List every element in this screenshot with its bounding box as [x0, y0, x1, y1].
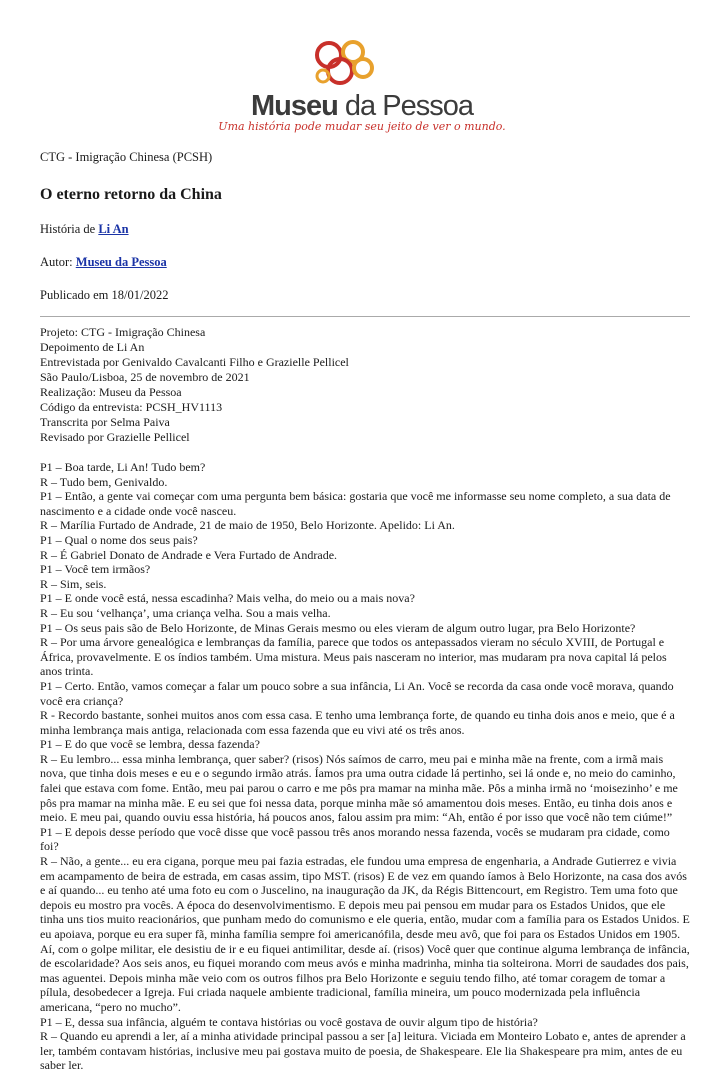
transcript-line: R – É Gabriel Donato de Andrade e Vera Furtado de Andrade.: [40, 547, 338, 562]
transcript-line: P1 – Então, a gente vai começar com uma pergunta bem básica: gostaria que você me informasse seu nome completo, a sua data de nascimento e a cidade onde você nasceu.: [40, 489, 671, 518]
museu-da-pessoa-logo-icon: [305, 36, 385, 91]
author-link[interactable]: Museu da Pessoa: [75, 255, 167, 269]
document-body: [40, 150, 690, 1073]
story-title: O eterno retorno da China: [40, 186, 222, 203]
info-line: Entrevistada por Genivaldo Cavalcanti Filho e Grazielle Pellicel: [40, 355, 349, 369]
info-line: Código da entrevista: PCSH_HV1113: [40, 400, 223, 414]
divider: [40, 316, 690, 317]
info-line: Transcrita por Selma Paiva: [40, 415, 170, 429]
author-line: [40, 255, 690, 270]
transcript-line: P1 – Certo. Então, vamos começar a falar um pouco sobre a sua infância, Li An. Você se recorda da casa onde você morava, quando você era criança?: [40, 678, 674, 708]
transcript-line: R – Sim, seis.: [40, 576, 107, 591]
logo-tagline: Uma história pode mudar seu jeito de ver o mundo.: [218, 120, 506, 133]
transcript-line: R – Quando eu aprendi a ler, aí a minha atividade principal passou a ser [a] leitura. Viciada em Monteiro Lobato e, antes de aprender a ler, também contavam histórias, inclusive meu pai gostava muito de poesia, de Shakespeare. Ele lia Shakespeare pra mim, antes de eu saber ler.: [40, 1029, 686, 1073]
transcript-line: R – Eu sou ‘velhança’, uma criança velha. Sou a mais velha.: [40, 605, 331, 620]
transcript-line: P1 – Boa tarde, Li An! Tudo bem?: [40, 460, 206, 474]
transcript-line: P1 – E onde você está, nessa escadinha? Mais velha, do meio ou a mais nova?: [40, 591, 415, 606]
transcript-line: R – Por uma árvore genealógica e lembranças da família, parece que todos os antepassados vieram no século XVIII, de Portugal e África, provavelmente. E os índios também. Uma mistura. Meus pais nasceram no interior, mas mudaram pra nova capital lá pelos anos trinta.: [40, 635, 667, 679]
transcript-line: P1 – E do que você se lembra, dessa fazenda?: [40, 737, 260, 752]
site-logo[interactable]: [0, 30, 724, 140]
logo-wordmark-part2: da Pessoa: [344, 90, 473, 122]
logo-wordmark: [0, 90, 724, 123]
transcript-line: P1 – Você tem irmãos?: [40, 562, 151, 577]
info-line: Realização: Museu da Pessoa: [40, 385, 182, 399]
info-line: Projeto: CTG - Imigração Chinesa: [40, 325, 206, 339]
transcript-line: R – Tudo bem, Genivaldo.: [40, 474, 168, 489]
storyteller-link[interactable]: Li An: [98, 222, 129, 236]
transcript-line: P1 – Os seus pais são de Belo Horizonte, de Minas Gerais mesmo ou eles vieram de algum outro lugar, pra Belo Horizonte?: [40, 620, 636, 635]
transcript-line: P1 – E, dessa sua infância, alguém te contava histórias ou você gostava de ouvir algum tipo de história?: [40, 1014, 538, 1029]
info-line: Depoimento de Li An: [40, 340, 145, 354]
transcript-line: R - Recordo bastante, sonhei muitos anos com essa casa. E tenho uma lembrança forte, de quando eu tinha dois anos e meio, que é a minha lembrança mais antiga, relacionada com essa fazenda que eu vivi até os três anos.: [40, 708, 675, 737]
transcript-line: R – Eu lembro... essa minha lembrança, quer saber? (risos) Nós saímos de carro, meu pai e minha mãe na frente, com a irmã mais nova, que tinha dois meses e eu e o segundo irmão atrás. Íamos pra uma outra cidade lá pertinho, sei lá onde e, no meio do caminho, falei que estava com fome. Então, meu pai parou o carro e me pôs pra mamar na minha mãe. Pôs a minha irmã no ‘moisezinho’ e me pôs pra mamar na minha mãe. E eu sei que foi nessa data, porque minha mãe só amamentou dois meses. Então, eu tinha dois anos e meio. E meu pai, quando ouviu essa história, há poucos anos, falou assim pra mim: “Ah, então é por isso que você não tem ciúme!”: [40, 751, 678, 825]
author-label: Autor:: [40, 255, 76, 269]
history-of-line: [40, 222, 690, 237]
published-date: Publicado em 18/01/2022: [40, 288, 169, 302]
interview-transcript: [40, 460, 690, 1073]
transcript-line: R – Não, a gente... eu era cigana, porque meu pai fazia estradas, ele fundou uma empresa de engenharia, a Andrade Gutierrez e vivia em acampamento de beira de estrada, em casas assim, tipo MST. (risos) E de vez em quando íamos à Belo Horizonte, na casa dos avós e aí quando... eu tenho até uma foto eu com o Juscelino, na inauguração da JK, da Régis Bittencourt, em Registro. Tem uma foto que depois eu mostro pra vocês. A época do desenvolvimentismo. E depois meu pai pensou em mudar para os Estados Unidos, que ele tinha uns tios muito reacionários, que punham medo do comunismo e ele queria, então, mudar com a família para os Estados Unidos. E eu apoiava, porque eu era super fã, minha família sempre foi americanófila, desde meu avô, que foi para os Estados Unidos em 1905. Aí, com o golpe militar, ele desistiu de ir e eu fiquei antimilitar, desde aí. (risos) Você quer que continue alguma lembrança de infância, de escolaridade? Aos seis anos, eu fiquei morando com meus avós e minha madrinha, minha tia solteirona. Morri de saudades dos pais, mas aguentei. Depois minha mãe veio com os outros filhos pra Belo Horizonte e seguiu tendo filho, até tomar coragem de tomar a pílula, desobedecer a Igreja. Fui criada naquele ambiente tradicional, família mineira, um pouco modernizada pela influência americana, “pero no mucho”.: [40, 854, 690, 1014]
transcript-line: P1 – E depois desse período que você disse que você passou três anos morando nessa fazenda, vocês se mudaram pra cidade, como foi?: [40, 824, 670, 854]
interview-info: [40, 325, 690, 445]
history-of-label: História de: [40, 222, 99, 236]
info-line: Revisado por Grazielle Pellicel: [40, 430, 190, 444]
logo-wordmark-part1: Museu: [251, 90, 345, 122]
info-line: São Paulo/Lisboa, 25 de novembro de 2021: [40, 370, 250, 384]
category-label: CTG - Imigração Chinesa (PCSH): [40, 150, 213, 164]
transcript-line: P1 – Qual o nome dos seus pais?: [40, 532, 198, 547]
transcript-line: R – Marília Furtado de Andrade, 21 de maio de 1950, Belo Horizonte. Apelido: Li An.: [40, 518, 455, 533]
